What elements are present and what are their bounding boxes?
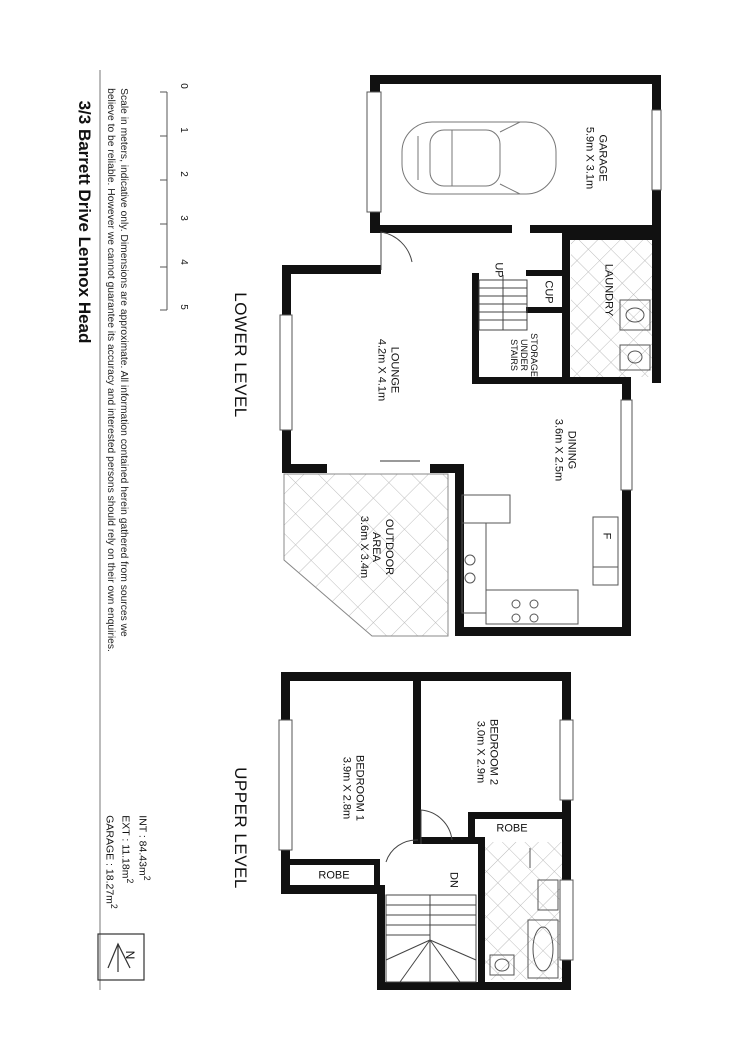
scale-tick-4: 4: [177, 259, 189, 265]
compass-icon: [98, 934, 144, 980]
bedroom2-label: [474, 719, 499, 785]
bathroom-floor: [478, 842, 564, 980]
scale-tick-3: 3: [177, 215, 189, 221]
dn-label: DN: [447, 872, 460, 888]
garage-dims: 5.9m X 3.1m: [584, 126, 596, 190]
bedroom2-dims: 3.0m X 2.9m: [475, 720, 487, 784]
outdoor-line-1: OUTDOOR: [382, 518, 395, 576]
cup-label: CUP: [542, 280, 555, 304]
storage-label: [508, 333, 538, 377]
outdoor-dims: 3.6m X 3.4m: [357, 515, 370, 579]
storage-line-1: STORAGE: [528, 333, 539, 377]
disclaimer-line-1: Scale in meters, indicative only. Dimensions are approximate. All information contained herein gathered from sources we: [118, 88, 130, 637]
upper-stairs: [386, 895, 476, 982]
disclaimer-line-2: believe to be reliable. However we cannot guarantee its accuracy and interested persons should rely on their own enquiries.: [105, 88, 116, 652]
area-int: INT : $84.43m^2$: [136, 815, 152, 881]
area-ext: EXT : $11.18m^2$: [119, 815, 136, 884]
garage-name: GARAGE: [596, 134, 609, 182]
outdoor-label: [357, 516, 395, 578]
laundry-label: LAUNDRY: [602, 263, 615, 317]
bedroom1-dims: 3.9m X 2.8m: [341, 756, 353, 820]
property-title: 3/3 Barrett Drive Lennox Head: [74, 100, 94, 344]
bedroom1-name: BEDROOM 1: [353, 754, 366, 822]
upper-level-heading: UPPER LEVEL: [230, 767, 250, 889]
fridge-label: F: [600, 532, 613, 540]
lounge-label: [375, 339, 400, 401]
dining-label: [552, 419, 577, 481]
car-icon: [402, 122, 556, 194]
scale-tick-5: 5: [177, 304, 189, 310]
scale-tick-0: 0: [177, 83, 189, 89]
storage-line-3: STAIRS: [509, 339, 520, 371]
scale-tick-1: 1: [177, 127, 189, 133]
up-label: UP: [492, 262, 505, 278]
dining-name: DINING: [565, 430, 578, 470]
storage-line-2: UNDER: [518, 338, 529, 372]
area-summary: [102, 815, 152, 909]
lounge-name: LOUNGE: [388, 346, 401, 394]
upper-level-plan: [279, 672, 573, 990]
robe-label-2: ROBE: [496, 822, 528, 835]
area-garage: GARAGE : $18.27m^2$: [103, 815, 119, 909]
scale-bar: [160, 92, 167, 310]
robe-label-1: ROBE: [318, 869, 350, 882]
garage-label: [583, 127, 608, 189]
outdoor-line-2: AREA: [370, 532, 383, 562]
scale-tick-2: 2: [177, 171, 189, 177]
lower-level-heading: LOWER LEVEL: [230, 292, 250, 418]
kitchen: [462, 495, 618, 624]
bedroom1-label: [340, 755, 365, 821]
dining-dims: 3.6m X 2.5m: [553, 418, 565, 482]
lounge-dims: 4.2m X 4.1m: [376, 338, 388, 402]
bedroom2-name: BEDROOM 2: [487, 718, 500, 786]
lower-stairs: [479, 275, 527, 330]
compass-letter: N: [122, 950, 137, 960]
disclaimer: [104, 88, 130, 652]
